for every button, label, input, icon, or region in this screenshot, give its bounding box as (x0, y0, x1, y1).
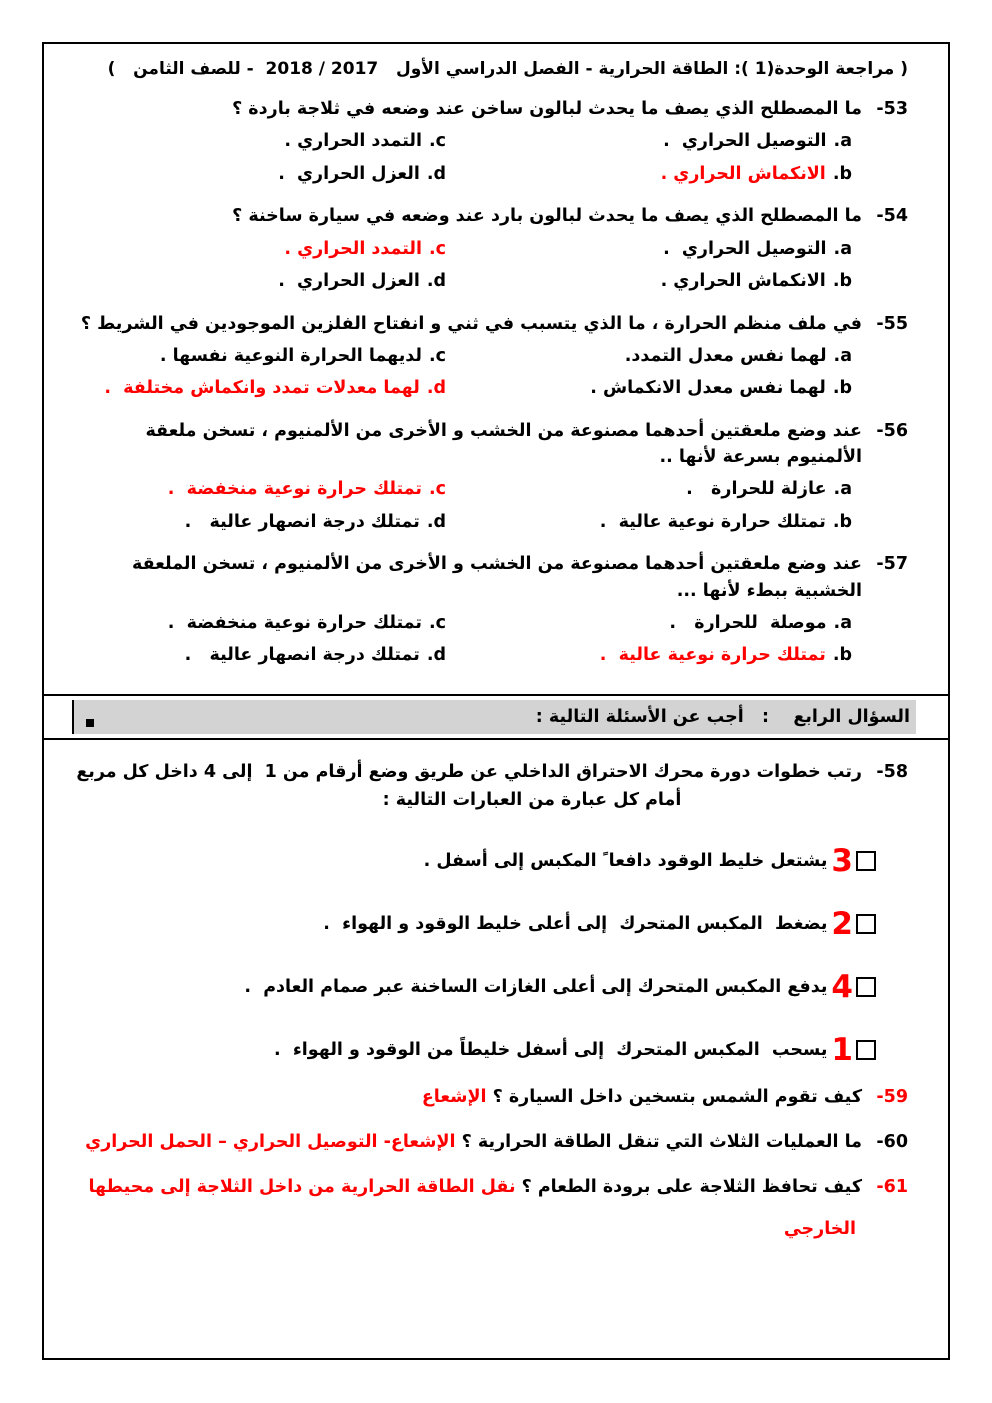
options (60, 340, 908, 405)
question-number: 57- (876, 554, 908, 575)
page-border (42, 42, 950, 1360)
checkbox[interactable] (856, 1040, 876, 1060)
answer-order-number: 1 (831, 1031, 853, 1068)
answer-text: الإشعاع- التوصيل الحراري – الحمل الحراري (85, 1131, 456, 1152)
question-number: 59- (876, 1086, 908, 1107)
question-text-line2: الخشبية ببطء لأنها ... (676, 580, 862, 601)
option-b: b.الانكماش الحراري . (660, 271, 852, 292)
doc-title: ( مراجعة الوحدة(1 ): الطاقة الحرارية - الفصل الدراسي الأول 2017 / 2018 - للصف الثامن ) (107, 59, 908, 79)
option-c: c.تمتلك حرارة نوعية منخفضة . (167, 612, 446, 633)
section-header-cell (72, 700, 916, 734)
option-d-correct: d.لهما معدلات تمدد وانكماش مختلفة . (104, 378, 446, 399)
question-53 (60, 96, 908, 190)
answer-order-number: 2 (831, 905, 853, 942)
question-55 (60, 311, 908, 405)
option-d: d.العزل الحراري . (278, 163, 446, 184)
option-c: c.التمدد الحراري . (284, 131, 446, 152)
question-text: كيف تحافظ الثلاجة على برودة الطعام ؟ (515, 1176, 862, 1197)
question-59 (60, 1083, 908, 1111)
ordering-item-text: يسحب المكبس المتحرك إلى أسفل خليطاً من الوقود و الهواء . (274, 1040, 828, 1061)
ordering-item-3 (60, 968, 908, 1005)
section-header-bar (44, 694, 948, 740)
question-number: 56- (876, 420, 908, 441)
question-number: 55- (876, 313, 908, 334)
answer-text: نقل الطاقة الحرارية من داخل الثلاجة إلى محيطها (88, 1176, 516, 1197)
options (60, 473, 908, 538)
question-text: كيف تقوم الشمس بتسخين داخل السيارة ؟ (486, 1086, 862, 1107)
options (60, 233, 908, 298)
option-d: d.تمتلك درجة انصهار عالية . (184, 511, 446, 532)
question-number: 53- (876, 99, 908, 120)
ordering-item-2 (60, 905, 908, 942)
question-text: عند وضع ملعقتين أحدهما مصنوعة من الخشب و الأخرى من الألمنيوم ، تسخن الملعقة (131, 554, 862, 575)
option-b: b.تمتلك حرارة نوعية عالية . (599, 511, 852, 532)
question-60 (60, 1128, 908, 1156)
answer-order-number: 3 (831, 842, 853, 879)
ordering-item-4 (60, 1031, 908, 1068)
options (60, 607, 908, 672)
question-text: ما العمليات الثلاث التي تنقل الطاقة الحرارية ؟ (455, 1131, 862, 1152)
option-d: d.تمتلك درجة انصهار عالية . (184, 645, 446, 666)
option-a: a.موصلة للحرارة . (669, 612, 852, 633)
ordering-item-1 (60, 842, 908, 879)
question-text: ما المصطلح الذي يصف ما يحدث لبالون ساخن عند وضعه في ثلاجة باردة ؟ (232, 99, 862, 120)
option-a: a.التوصيل الحراري . (663, 131, 852, 152)
ordering-item-text: يدفع المكبس المتحرك إلى أعلى الغازات الساخنة عبر صمام العادم . (244, 977, 828, 998)
question-number: 61- (876, 1176, 908, 1197)
option-b: b.لهما نفس معدل الانكماش . (590, 378, 852, 399)
ordering-item-text: يضغط المكبس المتحرك إلى أعلى خليط الوقود و الهواء . (323, 914, 828, 935)
answer-order-number: 4 (831, 968, 853, 1005)
question-number: 60- (876, 1131, 908, 1152)
question-text: رتب خطوات دورة محرك الاحتراق الداخلي عن طريق وضع أرقام من 1 إلى 4 داخل كل مربع (76, 761, 862, 782)
answer-text-line2: الخارجي (783, 1218, 856, 1239)
option-c-correct: c.التمدد الحراري . (284, 238, 446, 259)
option-c-correct: c.تمتلك حرارة نوعية منخفضة . (167, 479, 446, 500)
section-title: السؤال الرابع : أجب عن الأسئلة التالية : (535, 706, 910, 727)
question-text: ما المصطلح الذي يصف ما يحدث لبالون بارد عند وضعه في سيارة ساخنة ؟ (232, 206, 862, 227)
question-text-line2: أمام كل عبارة من العبارات التالية : (382, 789, 682, 810)
question-57 (60, 551, 908, 672)
option-b-correct: b.الانكماش الحراري . (660, 163, 852, 184)
option-c: c.لديهما الحرارة النوعية نفسها . (159, 345, 446, 366)
option-a: a.عازلة للحرارة . (686, 479, 852, 500)
checkbox[interactable] (856, 914, 876, 934)
question-text-line2: الألمنيوم بسرعة لأنها .. (659, 447, 862, 468)
option-d: d.العزل الحراري . (278, 271, 446, 292)
ordering-item-text: يشتعل خليط الوقود دافعا ً المكبس إلى أسفل . (423, 851, 828, 872)
question-54 (60, 203, 908, 297)
option-b-correct: b.تمتلك حرارة نوعية عالية . (599, 645, 852, 666)
question-56 (60, 418, 908, 539)
checkbox[interactable] (856, 851, 876, 871)
question-text: في ملف منظم الحرارة ، ما الذي يتسبب في ثني و انفتاح الفلزين الموجودين في الشريط ؟ (80, 313, 862, 334)
question-58 (60, 758, 908, 1066)
question-text: عند وضع ملعقتين أحدهما مصنوعة من الخشب و الأخرى من الألمنيوم ، تسخن ملعقة (145, 420, 862, 441)
option-a: a.لهما نفس معدل التمدد. (624, 345, 852, 366)
question-61 (60, 1173, 908, 1201)
answer-text: الإشعاع (421, 1086, 487, 1107)
section-dot (86, 719, 94, 727)
option-a: a.التوصيل الحراري . (663, 238, 852, 259)
question-number: 58- (876, 761, 908, 782)
question-number: 54- (876, 206, 908, 227)
checkbox[interactable] (856, 977, 876, 997)
options (60, 125, 908, 190)
